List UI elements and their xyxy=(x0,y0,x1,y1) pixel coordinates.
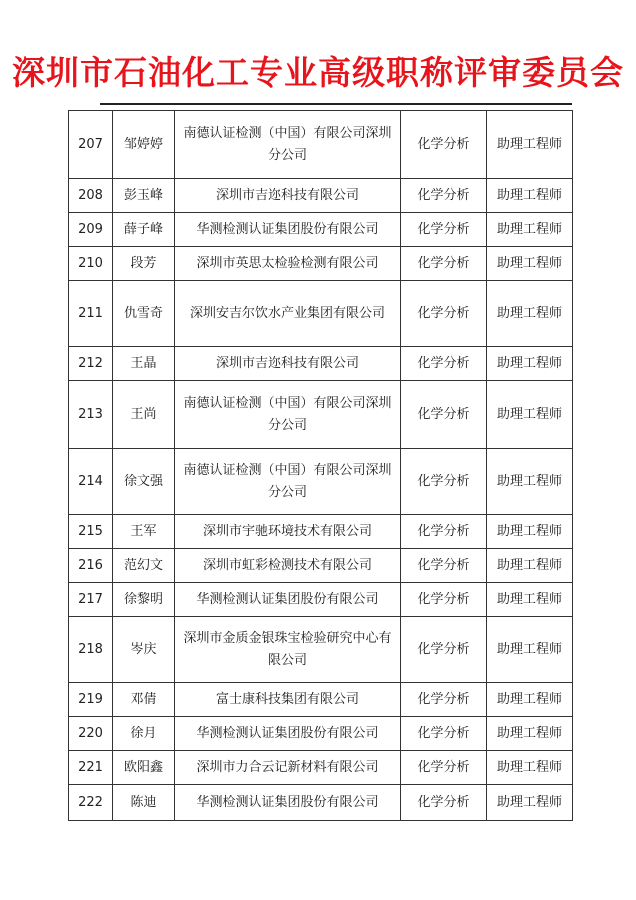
organization: 南德认证检测（中国）有限公司深圳分公司 xyxy=(175,449,401,515)
specialty: 化学分析 xyxy=(401,683,487,717)
table-row xyxy=(69,549,573,583)
specialty: 化学分析 xyxy=(401,785,487,821)
table-row xyxy=(69,213,573,247)
row-number: 220 xyxy=(69,717,113,751)
qualification-title: 助理工程师 xyxy=(487,717,573,751)
row-number: 209 xyxy=(69,213,113,247)
table-row xyxy=(69,247,573,281)
qualification-title: 助理工程师 xyxy=(487,247,573,281)
qualification-title: 助理工程师 xyxy=(487,617,573,683)
specialty: 化学分析 xyxy=(401,179,487,213)
table-row xyxy=(69,617,573,683)
qualification-title: 助理工程师 xyxy=(487,515,573,549)
organization: 南德认证检测（中国）有限公司深圳分公司 xyxy=(175,381,401,449)
organization: 深圳市力合云记新材料有限公司 xyxy=(175,751,401,785)
specialty: 化学分析 xyxy=(401,381,487,449)
specialty: 化学分析 xyxy=(401,515,487,549)
table-row xyxy=(69,449,573,515)
specialty: 化学分析 xyxy=(401,549,487,583)
row-number: 212 xyxy=(69,347,113,381)
table-row xyxy=(69,281,573,347)
table-row xyxy=(69,751,573,785)
specialty: 化学分析 xyxy=(401,213,487,247)
person-name: 彭玉峰 xyxy=(113,179,175,213)
roster-table-body xyxy=(69,111,573,821)
qualification-title: 助理工程师 xyxy=(487,785,573,821)
table-row xyxy=(69,347,573,381)
specialty: 化学分析 xyxy=(401,111,487,179)
table-row xyxy=(69,583,573,617)
person-name: 徐月 xyxy=(113,717,175,751)
qualification-title: 助理工程师 xyxy=(487,449,573,515)
person-name: 范幻文 xyxy=(113,549,175,583)
document-title: 深圳市石油化工专业高级职称评审委员会 xyxy=(12,53,624,92)
organization: 华测检测认证集团股份有限公司 xyxy=(175,213,401,247)
row-number: 208 xyxy=(69,179,113,213)
qualification-title: 助理工程师 xyxy=(487,111,573,179)
row-number: 210 xyxy=(69,247,113,281)
qualification-title: 助理工程师 xyxy=(487,347,573,381)
organization: 深圳市吉迩科技有限公司 xyxy=(175,179,401,213)
specialty: 化学分析 xyxy=(401,347,487,381)
person-name: 徐黎明 xyxy=(113,583,175,617)
header-divider xyxy=(100,103,572,105)
table-row xyxy=(69,515,573,549)
row-number: 207 xyxy=(69,111,113,179)
row-number: 211 xyxy=(69,281,113,347)
person-name: 欧阳鑫 xyxy=(113,751,175,785)
specialty: 化学分析 xyxy=(401,751,487,785)
person-name: 徐文强 xyxy=(113,449,175,515)
qualification-title: 助理工程师 xyxy=(487,179,573,213)
organization: 深圳市吉迩科技有限公司 xyxy=(175,347,401,381)
person-name: 王军 xyxy=(113,515,175,549)
specialty: 化学分析 xyxy=(401,281,487,347)
organization: 华测检测认证集团股份有限公司 xyxy=(175,583,401,617)
specialty: 化学分析 xyxy=(401,617,487,683)
specialty: 化学分析 xyxy=(401,583,487,617)
person-name: 邓倩 xyxy=(113,683,175,717)
row-number: 219 xyxy=(69,683,113,717)
qualification-title: 助理工程师 xyxy=(487,683,573,717)
table-row xyxy=(69,717,573,751)
organization: 深圳市宇驰环境技术有限公司 xyxy=(175,515,401,549)
person-name: 陈迪 xyxy=(113,785,175,821)
table-row xyxy=(69,179,573,213)
organization: 深圳市英思太检验检测有限公司 xyxy=(175,247,401,281)
specialty: 化学分析 xyxy=(401,717,487,751)
qualification-title: 助理工程师 xyxy=(487,549,573,583)
row-number: 218 xyxy=(69,617,113,683)
row-number: 222 xyxy=(69,785,113,821)
row-number: 214 xyxy=(69,449,113,515)
person-name: 仇雪奇 xyxy=(113,281,175,347)
qualification-title: 助理工程师 xyxy=(487,381,573,449)
person-name: 岑庆 xyxy=(113,617,175,683)
table-row xyxy=(69,785,573,821)
row-number: 213 xyxy=(69,381,113,449)
table-row xyxy=(69,683,573,717)
organization: 华测检测认证集团股份有限公司 xyxy=(175,785,401,821)
qualification-title: 助理工程师 xyxy=(487,213,573,247)
person-name: 段芳 xyxy=(113,247,175,281)
row-number: 216 xyxy=(69,549,113,583)
specialty: 化学分析 xyxy=(401,449,487,515)
table-row xyxy=(69,381,573,449)
organization: 深圳安吉尔饮水产业集团有限公司 xyxy=(175,281,401,347)
qualification-title: 助理工程师 xyxy=(487,583,573,617)
organization: 富士康科技集团有限公司 xyxy=(175,683,401,717)
organization: 深圳市金质金银珠宝检验研究中心有限公司 xyxy=(175,617,401,683)
qualification-title: 助理工程师 xyxy=(487,281,573,347)
organization: 南德认证检测（中国）有限公司深圳分公司 xyxy=(175,111,401,179)
row-number: 215 xyxy=(69,515,113,549)
person-name: 薛子峰 xyxy=(113,213,175,247)
person-name: 王尚 xyxy=(113,381,175,449)
roster-table xyxy=(68,110,573,821)
organization: 深圳市虹彩检测技术有限公司 xyxy=(175,549,401,583)
person-name: 王晶 xyxy=(113,347,175,381)
qualification-title: 助理工程师 xyxy=(487,751,573,785)
row-number: 221 xyxy=(69,751,113,785)
organization: 华测检测认证集团股份有限公司 xyxy=(175,717,401,751)
person-name: 邹婷婷 xyxy=(113,111,175,179)
row-number: 217 xyxy=(69,583,113,617)
specialty: 化学分析 xyxy=(401,247,487,281)
table-row xyxy=(69,111,573,179)
